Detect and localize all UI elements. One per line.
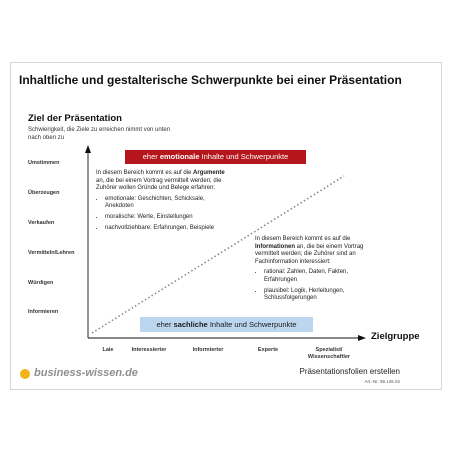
footer-doc-title: Präsentationsfolien erstellen [299, 367, 400, 376]
emotional-banner-prefix: eher [142, 152, 160, 161]
y-level-wuerdigen: Würdigen [28, 280, 54, 286]
emotional-banner-suffix: Inhalte und Schwerpunkte [199, 152, 289, 161]
y-level-ueberzeugen: Überzeugen [28, 190, 60, 196]
argumente-bullet: • moralische: Werte, Einstellungen [105, 214, 226, 222]
x-level-experte: Experte [257, 347, 279, 353]
argumente-text-after: an, die bei einem Vortrag vermittelt werden; die Zuhörer wollen Gründe und Belege erfahren: [96, 177, 222, 192]
x-level-laie: Laie [102, 347, 114, 353]
y-axis-title: Ziel der Präsentation [28, 113, 122, 124]
informationen-text-before: In diesem Bereich kommt es auf die [255, 236, 351, 242]
sachlich-banner-prefix: eher [156, 320, 174, 329]
footer-article-number: Art.-Nr. 99.145.02 [364, 379, 400, 384]
brand-name: business-wissen.de [34, 367, 138, 379]
sachlich-banner [140, 317, 313, 332]
argumente-list [96, 196, 226, 232]
sachlich-banner-emphasis: sachliche [173, 320, 208, 329]
sachlich-banner-suffix: Inhalte und Schwerpunkte [207, 320, 297, 329]
x-level-spezialist: Spezialist/ Wissenschaftler [307, 347, 351, 360]
x-axis-title: Zielgruppe [371, 331, 420, 342]
x-axis-arrow [358, 335, 366, 341]
argumente-bullet: • nachvollziehbare: Erfahrungen, Beispiele [105, 225, 226, 233]
argumente-bullet: • emotionale: Geschichten, Schicksale, Anekdoten [105, 196, 226, 211]
informationen-emphasis: Informationen [255, 243, 295, 250]
y-axis-arrow [85, 145, 91, 153]
y-level-umstimmen: Umstimmen [28, 160, 60, 166]
x-level-informierter: Informierter [192, 347, 224, 353]
y-level-informieren: Informieren [28, 309, 59, 315]
brand-logo-dot [20, 369, 30, 379]
informationen-text-after: an, die bei einem Vortrag vermittelt werden; die Zuhörer sind an Fachinformation interessiert: [255, 243, 364, 265]
y-level-verkaufen: Verkaufen [28, 220, 55, 226]
argumente-text-before: In diesem Bereich kommt es auf die [96, 170, 194, 176]
emotional-banner [125, 150, 306, 164]
informationen-block [255, 236, 375, 306]
argumente-block [96, 170, 226, 235]
y-level-vermitteln: Vermitteln/Lehren [28, 250, 75, 256]
informationen-list [255, 269, 375, 302]
x-level-interessierter: Interessierter [131, 347, 167, 353]
informationen-bullet: • rational: Zahlen, Daten, Fakten, Erfahrungen [264, 269, 375, 284]
y-axis-subtitle: Schwierigkeit, die Ziele zu erreichen nimmt von unten nach oben zu [28, 127, 171, 141]
argumente-emphasis: Argumente [193, 170, 225, 176]
slide-title: Inhaltliche und gestalterische Schwerpunkte bei einer Präsentation [19, 73, 402, 87]
emotional-banner-emphasis: emotionale [159, 152, 200, 161]
informationen-bullet: • plausibel: Logik, Herleitungen, Schlussfolgerungen [264, 288, 375, 303]
